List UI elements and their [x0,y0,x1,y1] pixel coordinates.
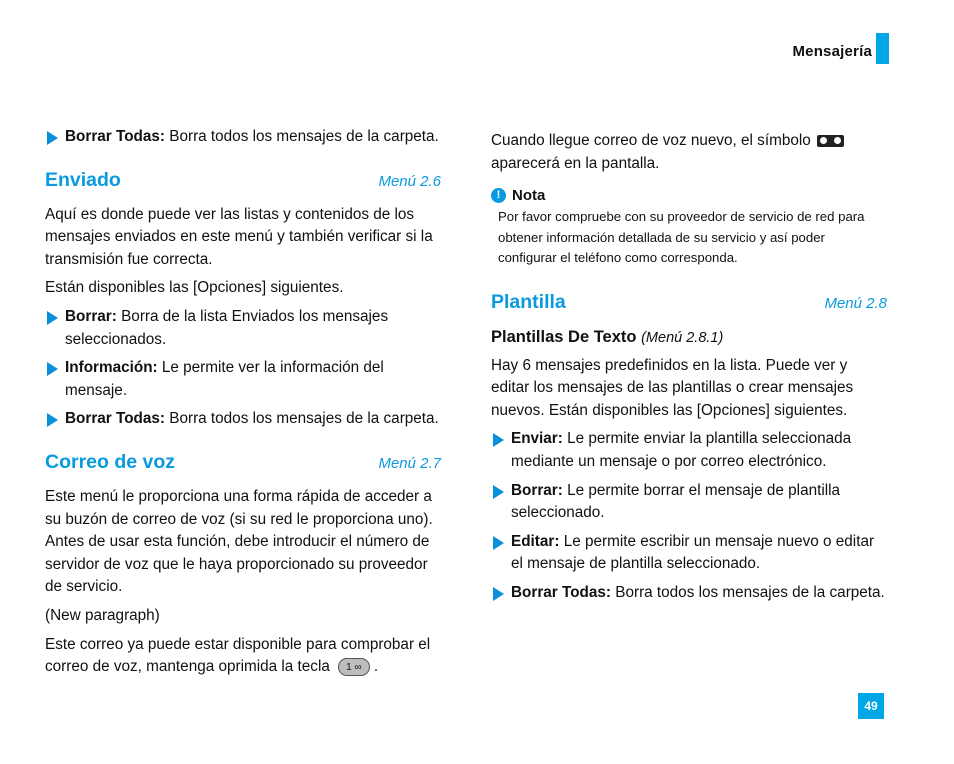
section-menu-number: Menú 2.8 [824,294,887,312]
bullet-label: Borrar Todas: [511,584,612,602]
list-item [45,357,441,402]
list-item [45,306,441,351]
bullet-arrow-icon [493,587,504,601]
bullet-arrow-icon [47,362,58,376]
bullet-label: Editar: [511,532,560,550]
list-item [491,480,887,525]
paragraph-text: Cuando llegue correo de voz nuevo, el símbolo [491,132,811,149]
bullet-text: Le permite ver la información del mensaje. [65,359,384,399]
subsection-title: Plantillas De Texto [491,327,637,346]
bullet-text: Borra todos los mensajes de la carpeta. [165,410,439,428]
section-header-plantilla [491,291,887,314]
list-item [491,531,887,576]
paragraph-text: Este correo ya puede estar disponible para comprobar el correo de voz, mantenga oprimida la tecla [45,635,431,676]
note-heading [491,187,887,204]
note-text: Por favor compruebe con su proveedor de servicio de red para obtener información detallada de su servicio y así poder configurar el teléfono como corresponda. [498,209,865,266]
bullet-label: Borrar Todas: [65,410,166,428]
note-title: Nota [512,187,546,205]
section-header-correo-de-voz [45,451,441,474]
section-menu-number: Menú 2.6 [378,172,441,190]
bullet-label: Enviar: [511,430,563,448]
bullet-arrow-icon [493,536,504,550]
list-item [45,408,441,431]
section-title: Plantilla [491,290,566,313]
header-title: Mensajería [792,43,872,60]
header-accent-bar [876,33,889,64]
right-column [491,130,887,605]
bullet-label: Borrar: [65,307,117,325]
bullet-arrow-icon [493,433,504,447]
paragraph [491,130,887,153]
list-item [491,428,887,473]
bullet-label: Borrar: [511,481,563,499]
paragraph: aparecerá en la pantalla. [491,154,660,172]
section-title: Correo de voz [45,450,176,473]
page-number: 49 [858,693,884,719]
bullet-label: Información: [65,359,158,377]
bullet-text: Le permite enviar la plantilla seleccionada mediante un mensaje o por correo electrónico. [511,430,852,471]
paragraph: Hay 6 mensajes predefinidos en la lista. Puede ver y editar los mensajes de las plantillas o crear mensajes nuevos. Están disponibles las [Opciones] siguientes. [491,356,854,419]
bullet-arrow-icon [47,131,58,145]
paragraph [45,634,441,679]
left-column [45,126,441,679]
bullet-label: Borrar Todas: [65,128,166,145]
list-item [491,582,887,605]
bullet-text: Borra todos los mensajes de la carpeta. [165,128,439,145]
paragraph: Este menú le proporciona una forma rápida de acceder a su buzón de correo de voz (si su red le proporciona uno). Antes de usar esta función, debe introducir el número de servidor de voz que le haya proporcionado su proveedor de servicio. [45,487,433,596]
section-header-enviado [45,169,441,192]
section-title: Enviado [45,168,121,191]
subsection-menu-number: (Menú 2.8.1) [641,329,724,346]
bullet-arrow-icon [47,413,58,427]
bullet-text: Borra de la lista Enviados los mensajes seleccionados. [65,307,389,348]
subsection-heading [491,328,887,347]
bullet-text: Borra todos los mensajes de la carpeta. [611,584,885,602]
voicemail-icon [817,135,844,147]
section-menu-number: Menú 2.7 [378,454,441,472]
paragraph: Están disponibles las [Opciones] siguientes. [45,279,344,297]
voicemail-key-icon: 1 ∞ [338,658,370,676]
paragraph: (New paragraph) [45,606,160,624]
list-item [45,126,441,149]
bullet-text: Le permite escribir un mensaje nuevo o editar el mensaje de plantilla seleccionado. [511,532,875,573]
alert-icon: ! [491,188,506,203]
paragraph: Aquí es donde puede ver las listas y contenidos de los mensajes enviados en este menú y también verificar si la transmisión fue correcta. [45,205,433,268]
bullet-text: Le permite borrar el mensaje de plantilla seleccionado. [511,481,841,522]
paragraph-end: . [373,658,379,676]
bullet-arrow-icon [493,485,504,499]
bullet-arrow-icon [47,311,58,325]
